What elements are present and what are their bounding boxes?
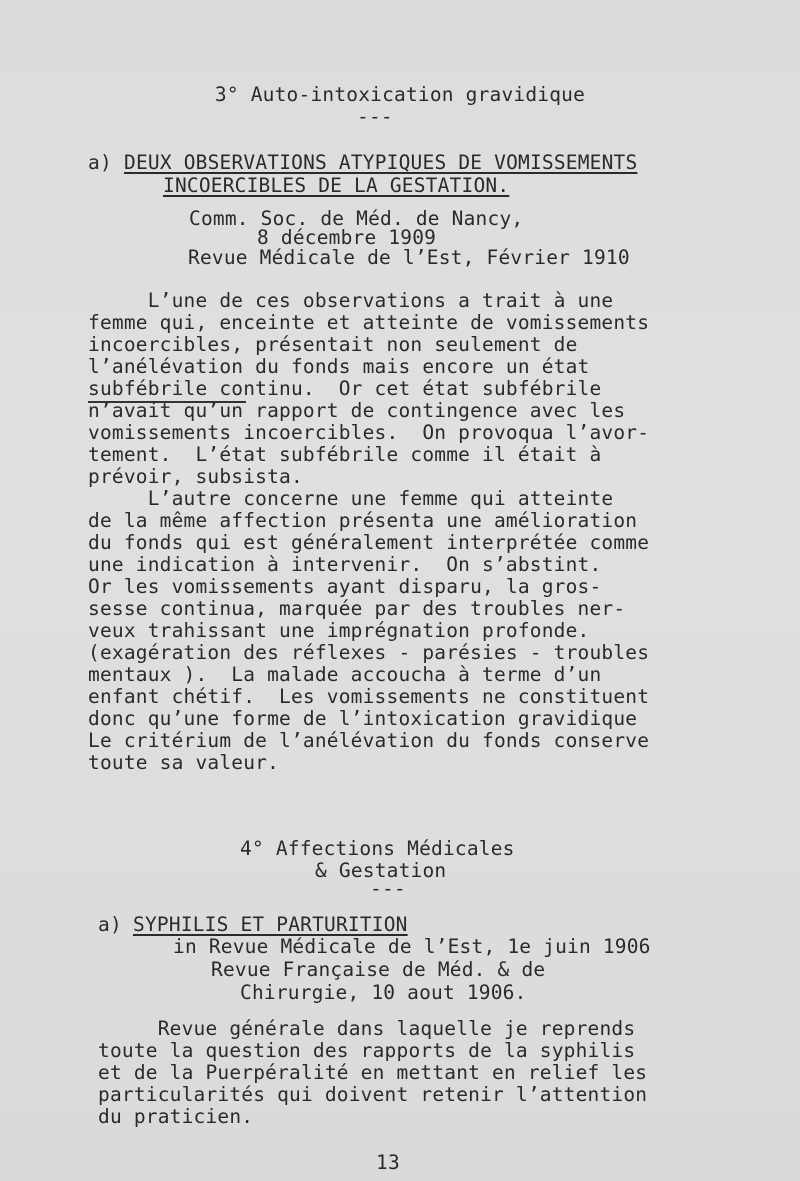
section-3-item-a-reference-line-1: Comm. Soc. de Méd. de Nancy, — [189, 207, 524, 230]
section-3-item-a-title-line-2: INCOERCIBLES DE LA GESTATION. — [163, 174, 510, 197]
body-line: Le critérium de l’anélévation du fonds conserve — [88, 729, 650, 752]
section-4-heading-line-2: & Gestation — [315, 859, 447, 882]
body-line: mentaux ). La malade accoucha à terme d’un — [88, 663, 602, 686]
section-3-item-a-label: a) — [88, 151, 112, 174]
body-line: sesse continua, marquée par des troubles ner- — [88, 597, 626, 620]
section-4-item-a-title: SYPHILIS ET PARTURITION — [133, 913, 408, 936]
body-line: prévoir, subsista. — [88, 465, 303, 488]
body-line: toute la question des rapports de la syphilis — [98, 1039, 636, 1062]
body-line: femme qui, enceinte et atteinte de vomissements — [88, 311, 650, 334]
section-3-item-a-reference-line-3: Revue Médicale de l’Est, Février 1910 — [188, 246, 630, 269]
body-line: du praticien. — [98, 1105, 254, 1128]
body-line: incoercibles, présentait non seulement de — [88, 333, 578, 356]
body-line: Revue générale dans laquelle je reprends — [98, 1017, 636, 1040]
body-line: L’autre concerne une femme qui atteinte — [88, 487, 614, 510]
section-3-separator: --- — [357, 105, 393, 128]
body-line: toute sa valeur. — [88, 751, 280, 774]
body-line: donc qu’une forme de l’intoxication gravidique — [88, 707, 638, 730]
body-line: une indication à intervenir. On s’abstint. — [88, 553, 602, 576]
section-3-item-a-title-line-1: DEUX OBSERVATIONS ATYPIQUES DE VOMISSEMENTS — [124, 151, 638, 174]
body-line: enfant chétif. Les vomissements ne constituent — [88, 685, 650, 708]
body-line: de la même affection présenta une amélioration — [88, 509, 638, 532]
page-number: 13 — [376, 1151, 400, 1174]
body-line: Or les vomissements ayant disparu, la gros- — [88, 575, 602, 598]
body-line: l’anélévation du fonds mais encore un état — [88, 355, 590, 378]
body-line: subfébrile continu. Or cet état subfébrile — [88, 377, 602, 400]
section-4-item-a-reference-line-2: Revue Française de Méd. & de — [211, 958, 546, 981]
section-4-item-a-label: a) — [98, 913, 122, 936]
body-line: particularités qui doivent retenir l’attention — [98, 1083, 648, 1106]
body-line: tement. L’état subfébrile comme il était à — [88, 443, 602, 466]
body-line: et de la Puerpéralité en mettant en relief les — [98, 1061, 648, 1084]
body-line: n’avait qu’un rapport de contingence avec les — [88, 399, 626, 422]
section-4-item-a-reference-line-1: in Revue Médicale de l’Est, 1e juin 1906 — [173, 935, 651, 958]
section-4-heading-line-1: 4° Affections Médicales — [240, 837, 515, 860]
section-3-heading: 3° Auto-intoxication gravidique — [214, 83, 586, 106]
body-line: L’une de ces observations a trait à une — [88, 289, 614, 312]
body-line: (exagération des réflexes - parésies - troubles — [88, 641, 650, 664]
body-line: vomissements incoercibles. On provoqua l’avor- — [88, 421, 650, 444]
section-4-item-a-reference-line-3: Chirurgie, 10 aout 1906. — [240, 981, 527, 1004]
body-line: veux trahissant une imprégnation profonde. — [88, 619, 590, 642]
section-3-item-a-reference-line-2: 8 décembre 1909 — [257, 226, 437, 249]
body-line: du fonds qui est généralement interprétée comme — [88, 531, 650, 554]
section-4-separator: --- — [370, 877, 406, 900]
